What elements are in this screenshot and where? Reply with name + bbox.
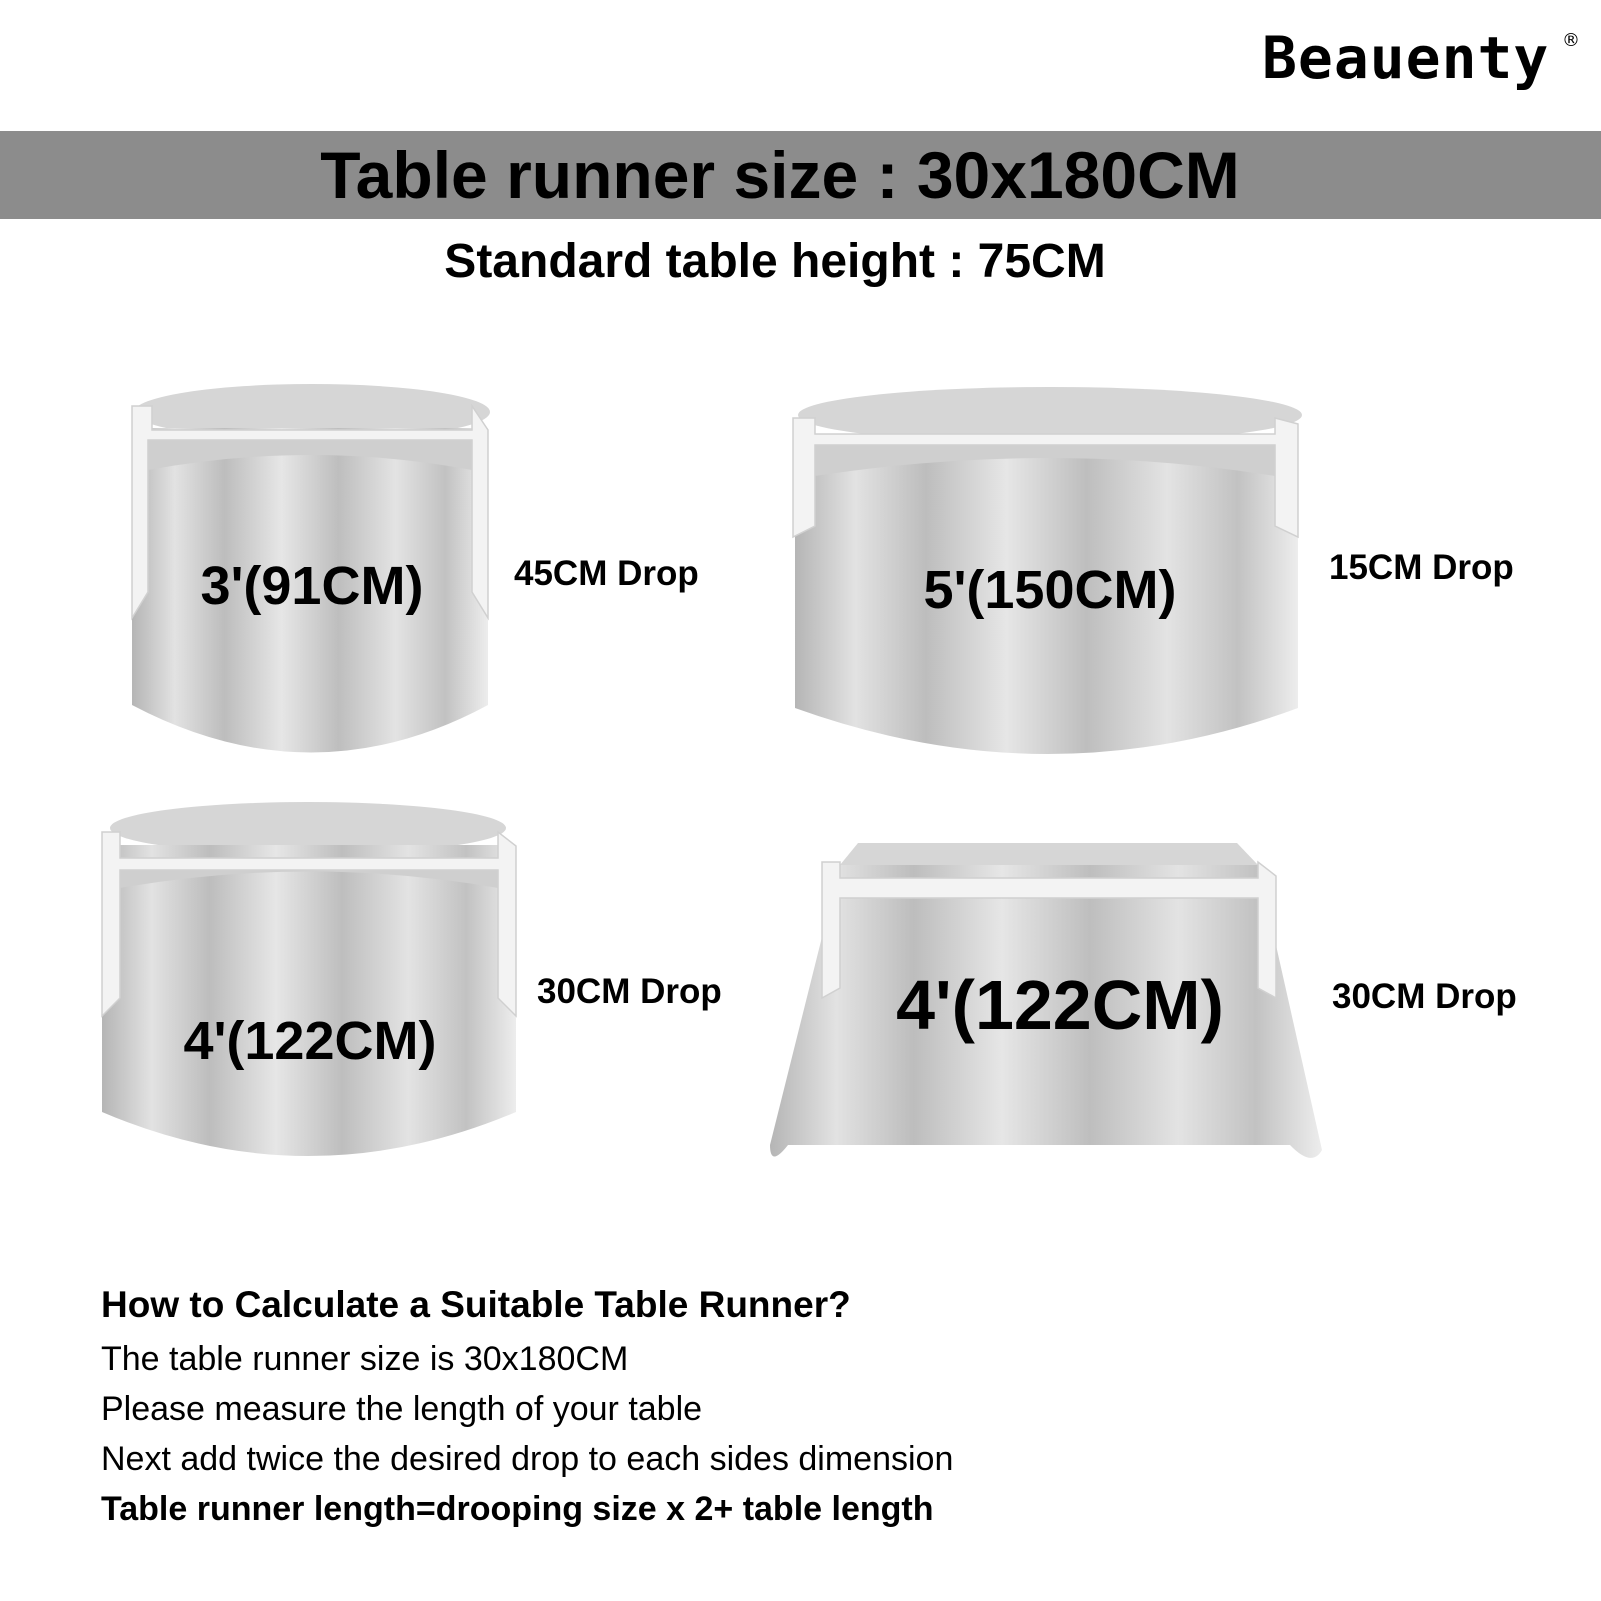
table-3-round — [102, 802, 516, 1156]
table-2-size-label: 5'(150CM) — [923, 560, 1177, 620]
page-title: Table runner size : 30x180CM — [320, 138, 1240, 212]
registered-mark: ® — [1562, 30, 1580, 51]
howto-formula: Table runner length=drooping size x 2+ table length — [101, 1490, 934, 1528]
table-4-top — [840, 843, 1258, 865]
table-1-size-label: 3'(91CM) — [200, 556, 424, 616]
table-4-size-label: 4'(122CM) — [896, 966, 1224, 1044]
howto-line-1: The table runner size is 30x180CM — [101, 1340, 629, 1378]
brand-logo: Beauenty — [1262, 24, 1550, 92]
table-3-drop-label: 30CM Drop — [537, 972, 722, 1011]
table-1-drop-label: 45CM Drop — [514, 554, 699, 593]
table-3-skirt — [102, 845, 516, 1156]
page-subtitle: Standard table height : 75CM — [444, 235, 1106, 288]
table-2-drop-label: 15CM Drop — [1329, 548, 1514, 587]
howto-line-2: Please measure the length of your table — [101, 1390, 703, 1428]
howto-title: How to Calculate a Suitable Table Runner? — [101, 1284, 851, 1325]
table-4-drop-label: 30CM Drop — [1332, 977, 1517, 1016]
table-3-size-label: 4'(122CM) — [183, 1011, 437, 1071]
howto-line-3: Next add twice the desired drop to each sides dimension — [101, 1440, 954, 1478]
